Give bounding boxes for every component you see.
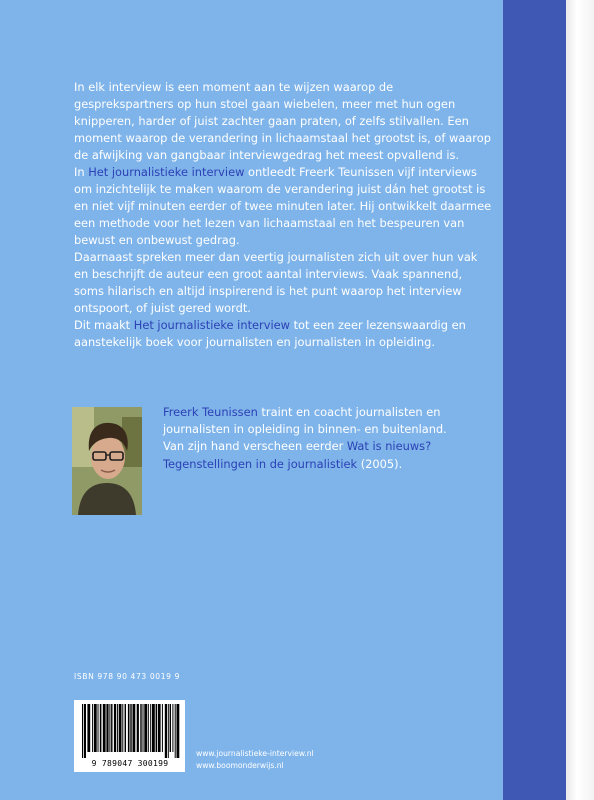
barcode-bar <box>84 704 86 758</box>
url-boomonderwijs[interactable]: www.boomonderwijs.nl <box>196 760 284 770</box>
bio-line-1 <box>163 404 463 438</box>
barcode-bar <box>122 704 123 752</box>
barcode-bar <box>133 704 136 752</box>
description-block <box>74 79 494 351</box>
barcode-bar <box>165 704 167 758</box>
description-paragraph-1: In elk interview is een moment aan te wijzen waarop de gesprekspartners op hun stoel gaan wiebelen, meer met hun ogen knipperen, harder of juist zachter gaan praten, of zelfs stilvallen. Een moment waarop de verandering in lichaamstaal het grootst is, of waarop de afwijking van gangbaar interviewgedrag het meest opvallend is. <box>74 80 491 162</box>
barcode-bar <box>106 704 108 752</box>
book-title-highlight: Het journalistieke interview <box>133 318 290 332</box>
barcode-bar <box>92 704 93 752</box>
barcode-bar <box>143 704 144 752</box>
barcode-bar <box>111 704 112 752</box>
isbn-number: ISBN 978 90 473 0019 9 <box>74 672 181 681</box>
description-paragraph-2 <box>74 164 494 249</box>
barcode-bar <box>177 704 180 758</box>
barcode-bar <box>162 704 163 752</box>
barcode-bar <box>98 704 99 752</box>
website-urls <box>196 748 314 771</box>
barcode-bar <box>140 704 141 752</box>
bio-text-1: traint en coacht journalisten en journalisten in opleiding in binnen- en buitenland. <box>163 405 447 437</box>
barcode-bar <box>109 704 110 752</box>
barcode-bar <box>114 704 116 752</box>
author-portrait-image <box>72 407 142 515</box>
para4-body: tot een zeer lezenswaardig en aanstekelijk boek voor journalisten en journalisten in opleiding. <box>74 318 466 349</box>
para2-body: ontleedt Freerk Teunissen vijf interviews om inzichtelijk te maken waarom de verandering juist dán het grootst is en niet vijf minuten eerder of twee minuten later. Hij ontwikkelt daarmee een methode voor het lezen van lichaamstaal en het bespeuren van bewust en onbewust gedrag. <box>74 165 492 247</box>
barcode-bar <box>119 704 122 752</box>
barcode-bar <box>156 704 157 752</box>
barcode-bar <box>172 704 173 752</box>
barcode-bar <box>158 704 161 752</box>
barcode-bar <box>128 704 130 752</box>
previous-book-title: Wat is nieuws? Tegenstellingen in de journalistiek <box>163 439 432 471</box>
bio-text-2: Van zijn hand verscheen eerder <box>163 439 347 454</box>
barcode-digits: 9 789047 300199 <box>91 759 169 768</box>
barcode-bar <box>130 704 131 752</box>
barcode-bar <box>144 704 147 752</box>
bio-text-3: (2005). <box>357 456 403 471</box>
barcode-bar <box>150 704 151 752</box>
barcode-bar <box>137 704 139 752</box>
description-paragraph-3: Daarnaast spreken meer dan veertig journalisten zich uit over hun vak en beschrijft de auteur een groot aantal interviews. Vaak spannend, soms hilarisch en altijd inspirerend is het punt waarop het interview ontspoort, of juist gered wordt. <box>74 250 478 315</box>
page-edge <box>566 0 594 800</box>
barcode-bar <box>87 704 90 752</box>
barcode-bar <box>170 704 171 752</box>
barcode-bar <box>94 704 97 752</box>
description-paragraph-4 <box>74 317 494 351</box>
barcode <box>74 700 185 772</box>
author-photo <box>72 407 142 515</box>
barcode-bar <box>100 704 102 752</box>
barcode-bar <box>152 704 155 752</box>
para2-prefix: In <box>74 165 89 179</box>
author-bio <box>163 404 463 473</box>
para4-prefix: Dit maakt <box>74 318 134 332</box>
url-journalistieke-interview[interactable]: www.journalistieke-interview.nl <box>196 749 314 758</box>
barcode-bar <box>82 704 83 758</box>
spine-band <box>503 0 566 800</box>
barcode-bar <box>148 704 149 752</box>
bio-line-2 <box>163 438 463 472</box>
barcode-bars <box>74 700 185 758</box>
barcode-bar <box>125 704 126 752</box>
barcode-bar <box>168 704 169 758</box>
barcode-bar <box>117 704 118 752</box>
author-name: Freerk Teunissen <box>163 405 258 419</box>
barcode-bar <box>175 704 176 758</box>
barcode-bar <box>103 704 106 752</box>
book-title-highlight: Het journalistieke interview <box>88 165 245 179</box>
